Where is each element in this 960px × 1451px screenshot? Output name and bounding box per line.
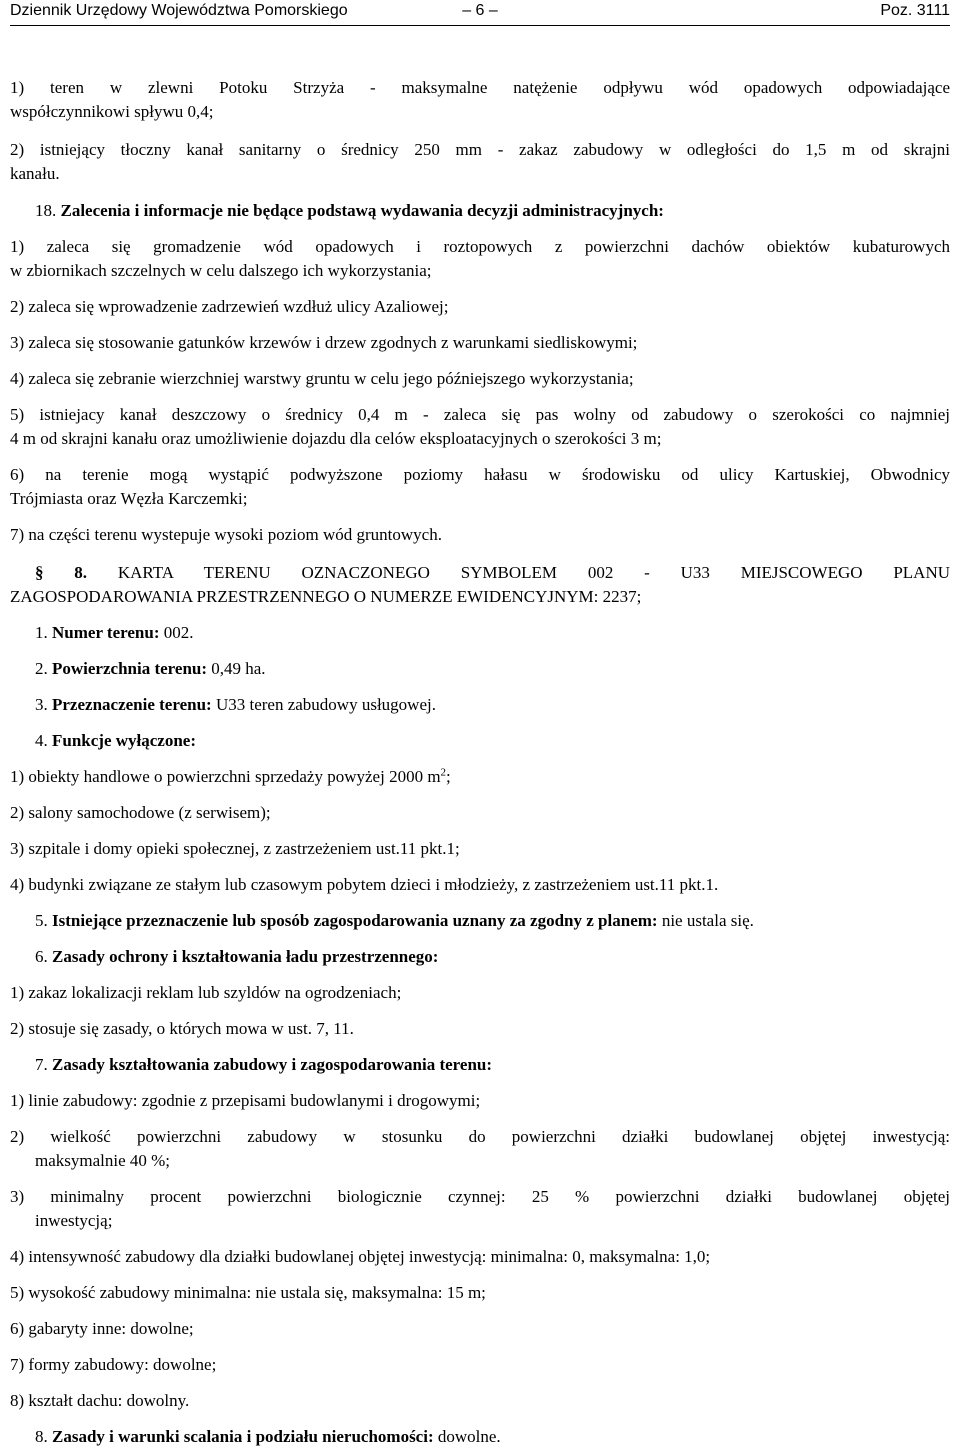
rec-item-2: 2) zaleca się wprowadzenie zadrzewień wzdłuż ulicy Azaliowej; xyxy=(10,297,449,316)
point-8-label: Zasady i warunki scalania i podziału nieruchomości: xyxy=(52,1427,434,1446)
point-3 xyxy=(35,695,950,715)
position-number: Poz. 3111 xyxy=(880,2,950,19)
protection-item-1: 1) zakaz lokalizacji reklam lub szyldów na ogrodzeniach; xyxy=(10,983,402,1002)
point-4-label: Funkcje wyłączone: xyxy=(52,731,197,750)
point-3-number: 3. xyxy=(35,695,48,714)
paragraph-8-heading xyxy=(35,563,950,583)
point-1-value: 002. xyxy=(159,623,194,642)
point-7-label: Zasady kształtowania zabudowy i zagospodarowania terenu: xyxy=(52,1055,493,1074)
journal-title: Dziennik Urzędowy Województwa Pomorskiego xyxy=(10,2,348,19)
excluded-item-2: 2) salony samochodowe (z serwisem); xyxy=(10,803,271,822)
point-2 xyxy=(35,659,950,679)
paragraph-8-title-cont: ZAGOSPODAROWANIA PRZESTRZENNEGO O NUMERZE EWIDENCYJNYM: 2237; xyxy=(10,587,642,606)
point-8 xyxy=(35,1427,950,1447)
development-item-3: 3) minimalny procent powierzchni biologicznie czynnej: 25 % powierzchni działki budowlanej objętej xyxy=(10,1187,950,1206)
page-header xyxy=(10,0,950,26)
development-item-6: 6) gabaryty inne: dowolne; xyxy=(10,1319,194,1338)
point-2-label: Powierzchnia terenu: xyxy=(52,659,208,678)
rec-item-6-cont: Trójmiasta oraz Węzła Karczemki; xyxy=(10,489,248,508)
paragraph-8-title: KARTA TERENU OZNACZONEGO SYMBOLEM 002 - U33 MIEJSCOWEGO PLANU xyxy=(117,563,951,582)
paragraph-8-number: § 8. xyxy=(35,563,88,582)
development-item-2: 2) wielkość powierzchni zabudowy w stosunku do powierzchni działki budowlanej objętej inwestycją: xyxy=(10,1127,950,1146)
point-8-value: dowolne. xyxy=(433,1427,501,1446)
rec-item-3: 3) zaleca się stosowanie gatunków krzewów i drzew zgodnych z warunkami siedliskowymi; xyxy=(10,333,638,352)
protection-item-2: 2) stosuje się zasady, o których mowa w ust. 7, 11. xyxy=(10,1019,354,1038)
rec-item-1: 1) zaleca się gromadzenie wód opadowych i roztopowych z powierzchni dachów obiektów kubaturowych xyxy=(10,237,950,256)
point-6 xyxy=(35,947,950,967)
development-item-1: 1) linie zabudowy: zgodnie z przepisami budowlanymi i drogowymi; xyxy=(10,1091,481,1110)
superscript: 2 xyxy=(440,766,447,779)
point-4 xyxy=(35,731,950,751)
intro-item-2: 2) istniejący tłoczny kanał sanitarny o średnicy 250 mm - zakaz zabudowy w odległości do 1,5 m od skrajni xyxy=(10,140,950,159)
point-3-value: U33 teren zabudowy usługowej. xyxy=(211,695,436,714)
excluded-item-1-end: ; xyxy=(446,767,451,786)
point-5-label: Istniejące przeznaczenie lub sposób zagospodarowania uznany za zgodny z planem: xyxy=(52,911,658,930)
point-1-label: Numer terenu: xyxy=(52,623,160,642)
section-18-number: 18. xyxy=(35,201,57,220)
point-5-value: nie ustala się. xyxy=(657,911,754,930)
rec-item-5-cont: 4 m od skrajni kanału oraz umożliwienie dojazdu dla celów eksploatacyjnych o szerokości 3 m; xyxy=(10,429,662,448)
point-2-value: 0,49 ha. xyxy=(207,659,266,678)
point-1-number: 1. xyxy=(35,623,48,642)
excluded-item-3: 3) szpitale i domy opieki społecznej, z zastrzeżeniem ust.11 pkt.1; xyxy=(10,839,460,858)
intro-item-2-cont: kanału. xyxy=(10,164,60,183)
page-number: – 6 – xyxy=(462,2,498,19)
point-1 xyxy=(35,623,950,643)
development-item-2-cont: maksymalnie 40 %; xyxy=(35,1151,171,1170)
rec-item-7: 7) na części terenu wystepuje wysoki poziom wód gruntowych. xyxy=(10,525,442,544)
intro-item-1-cont: współczynnikowi spływu 0,4; xyxy=(10,102,214,121)
development-item-4: 4) intensywność zabudowy dla działki budowlanej objętej inwestycją: minimalna: 0, maksymalna: 1,0; xyxy=(10,1247,711,1266)
development-item-8: 8) kształt dachu: dowolny. xyxy=(10,1391,190,1410)
point-5 xyxy=(35,911,950,931)
development-item-7: 7) formy zabudowy: dowolne; xyxy=(10,1355,217,1374)
point-6-number: 6. xyxy=(35,947,48,966)
rec-item-1-cont: w zbiornikach szczelnych w celu dalszego ich wykorzystania; xyxy=(10,261,432,280)
development-item-5: 5) wysokość zabudowy minimalna: nie ustala się, maksymalna: 15 m; xyxy=(10,1283,486,1302)
point-7 xyxy=(35,1055,950,1075)
point-8-number: 8. xyxy=(35,1427,48,1446)
excluded-item-1 xyxy=(10,767,950,787)
point-7-number: 7. xyxy=(35,1055,48,1074)
section-18-title: Zalecenia i informacje nie będące podstawą wydawania decyzji administracyjnych: xyxy=(60,201,664,220)
rec-item-6: 6) na terenie mogą wystąpić podwyższone poziomy hałasu w środowisku od ulicy Kartuskiej, Obwodnicy xyxy=(10,465,950,484)
intro-item-1: 1) teren w zlewni Potoku Strzyża - maksymalne natężenie odpływu wód opadowych odpowiadające xyxy=(10,78,950,97)
point-5-number: 5. xyxy=(35,911,48,930)
point-4-number: 4. xyxy=(35,731,48,750)
point-6-label: Zasady ochrony i kształtowania ładu przestrzennego: xyxy=(52,947,439,966)
development-item-3-cont: inwestycją; xyxy=(35,1211,113,1230)
section-18-heading xyxy=(35,201,950,221)
rec-item-4: 4) zaleca się zebranie wierzchniej warstwy gruntu w celu jego późniejszego wykorzystania; xyxy=(10,369,634,388)
excluded-item-4: 4) budynki związane ze stałym lub czasowym pobytem dzieci i młodzieży, z zastrzeżeniem ust.11 pkt.1. xyxy=(10,875,719,894)
point-2-number: 2. xyxy=(35,659,48,678)
point-3-label: Przeznaczenie terenu: xyxy=(52,695,212,714)
excluded-item-1-text: 1) obiekty handlowe o powierzchni sprzedaży powyżej 2000 m xyxy=(10,767,441,786)
rec-item-5: 5) istniejacy kanał deszczowy o średnicy 0,4 m - zaleca się pas wolny od zabudowy o szerokości co najmniej xyxy=(10,405,950,424)
